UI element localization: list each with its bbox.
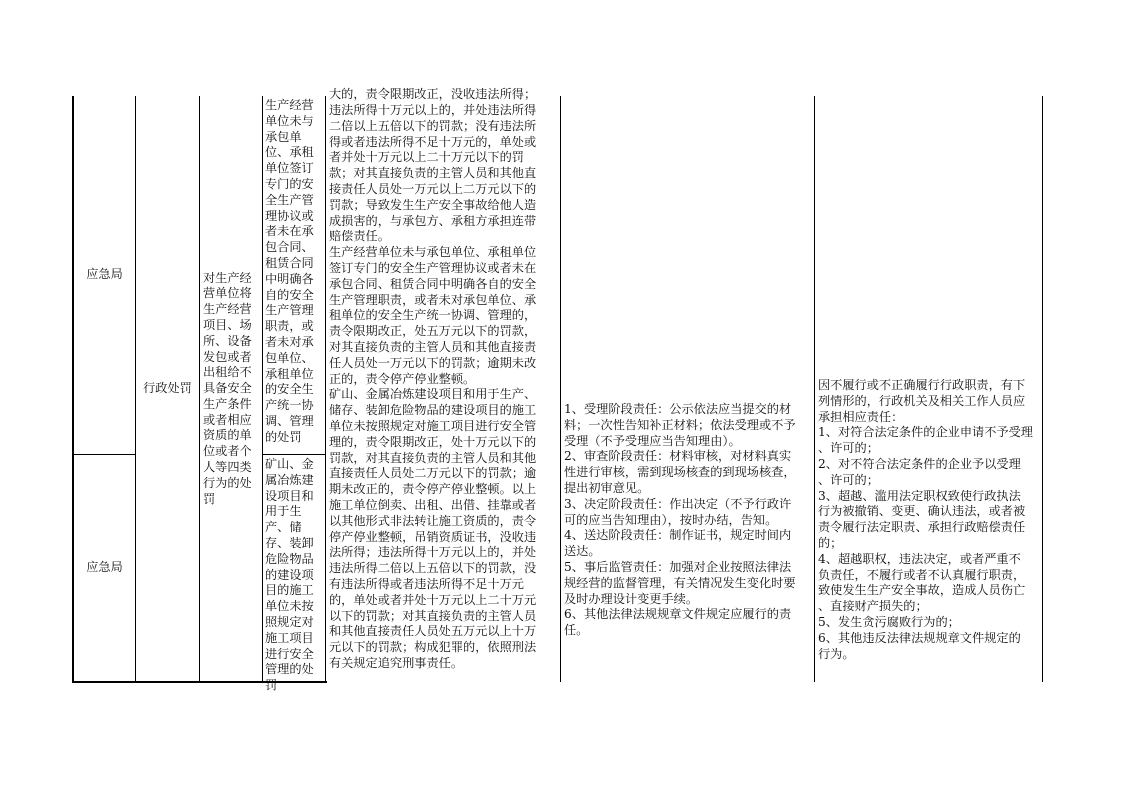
legal-basis-text: 违法所得十万元以上的，并处违法所得 二倍以上五倍以下的罚款；没有违法所 得或者违法所得不足十万元的，单处或 者并处十万元以上二十万元以下的罚 款；对其直接负责的主管人员和其他直 接责任人员处一万元以上二万元以下的 罚款；导致发生生产安全事故给他人造 成损害的，与承包方、承租方承担连带 赔偿责任。 生产经营单位未与承包单位、承租单位 签订专门的安全生产管理协议或者未在 承包合同、租赁合同中明确各自的安全 生产管理职责，或者未对承包单位、承 租单位的安全生产统一协调、管理的， 责令限期改正，处五万元以下的罚款， 对其直接负责的主管人员和其他直接责 任人员处一万元以下的罚款；逾期未改 正的，责令停产停业整顿。 矿山、金属冶炼建设项目和用于生产、 储存、装卸危险物品的建设项目的施工 单位未按照规定对施工项目进行安全管 理的，责令限期改正，处十万元以下的 罚款，对其直接负责的主管人员和其他 直接责任人员处二万元以下的罚款；逾 期未改正的，责令停产停业整顿。以上 施工单位倒卖、出租、出借、挂靠或者 以其他形式非法转让施工资质的，责令 停产停业整顿，吊销资质证书，没收违 法所得；违法所得十万元以上的，并处 违法所得二倍以上五倍以下的罚款，没 有违法所得或者违法所得不足十万元 的，单处或者并处十万元以上二十万元 以下的罚款；对其直接负责的主管人员 和其他直接责任人员处五万元以上十万 元以下的罚款；构成犯罪的，依照刑法 有关规定追究刑事责任。 xyxy=(329,103,537,670)
category-label: 行政处罚 xyxy=(143,381,192,396)
sub-item-cell xyxy=(263,98,325,453)
department-cell xyxy=(74,455,135,681)
category-cell xyxy=(136,96,199,682)
legal-basis-cell xyxy=(326,87,560,681)
row-divider xyxy=(262,454,326,455)
sub-item-text: 矿山、金属冶炼建设项目和用于生产、储存、装卸危险物品的建设项目的施工单位未按照规定对施工项目进行安全管理的处罚 xyxy=(265,457,314,693)
responsibility-cell xyxy=(561,96,814,681)
accountability-cell xyxy=(815,96,1042,681)
item-name-text: 对生产经营单位将生产经营项目、场所、设备发包或者出租给不具备安全生产条件或者相应资质的单位或者个人等四类行为的处罚 xyxy=(203,270,252,506)
sub-item-cell xyxy=(263,457,325,693)
accountability-text: 因不履行或不正确履行行政职责，有下 列情形的，行政机关及相关工作人员应 承担相应责任： 1、对符合法定条件的企业申请不予受理 、许可的； 2、对不符合法定条件的企业予以受理 、许可的； 3、超越、滥用法定职权致使行政执法 行为被撤销、变更、确认违法，或者被 责令履行法定职责、承担行政赔偿责任 的； 4、超越职权，违法决定，或者严重不 负责任，不履行或者不认真履行职责， 致使发生生产安全事故，造成人员伤亡 、直接财产损失的； 5、发生贪污腐败行为的； 6、其他违反法律法规规章文件规定的 行为。 xyxy=(818,378,1033,661)
item-name-cell xyxy=(200,96,262,682)
responsibility-text: 1、受理阶段责任：公示依法应当提交的材 料；一次性告知补正材料；依法受理或不予 受理（不予受理应当告知理由）。 2、审查阶段责任：材料审核，对材料真实 性进行审核，需到现场核查的到现场核查， 提出初审意见。 3、决定阶段责任：作出决定（不予行政许 可的应当告知理由），按时办结，告知。 4、送达阶段责任：制作证书，规定时间内 送达。 5、事后监管责任：加强对企业按照法律法 规经营的监督管理，有关情况发生变化时要 及时办理设计变更手续。 6、其他法律法规规章文件规定应履行的责 任。 xyxy=(564,402,796,638)
legal-basis-clipped-line: 大的，责令限期改正，没收违法所得； xyxy=(329,87,537,101)
department-cell xyxy=(74,96,135,454)
sub-item-text: 生产经营单位未与承包单位、承租单位签订专门的安全生产管理协议或者未在承包合同、租赁合同中明确各自的安全生产管理职责，或者未对承包单位、承租单位的安全生产统一协调、管理的处罚 xyxy=(265,98,314,444)
table-border-right xyxy=(1042,96,1043,682)
department-label: 应急局 xyxy=(86,267,123,282)
department-label: 应急局 xyxy=(86,560,123,575)
